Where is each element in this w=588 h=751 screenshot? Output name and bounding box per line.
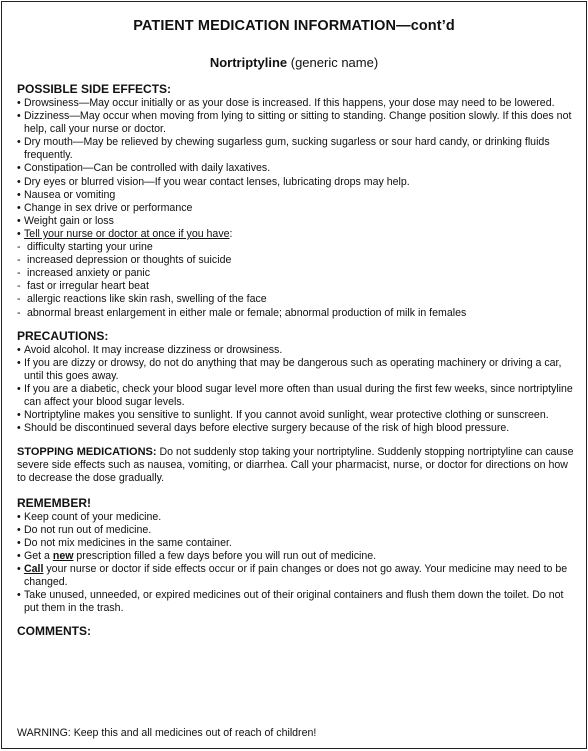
list-item: • Nausea or vomiting (17, 188, 116, 201)
list-item: • Keep count of your medicine. (17, 510, 162, 523)
precautions-list (17, 344, 576, 436)
list-item: • Dizziness—May occur when moving from lying to sitting or sitting to standing. Change position slowly. If this does not help, call your nurse or doctor. (17, 110, 572, 136)
sub-list-item: - increased depression or thoughts of suicide (17, 254, 232, 267)
list-item: • Do not run out of medicine. (17, 523, 152, 536)
page-title: PATIENT MEDICATION INFORMATION—cont’d (133, 18, 455, 34)
list-item: • Should be discontinued several days before elective surgery because of the risk of high blood pressure. (17, 422, 510, 435)
list-item: • Dry eyes or blurred vision—If you wear contact lenses, lubricating drops may help. (17, 175, 410, 188)
side-effects-list (17, 97, 576, 320)
side-effects-heading: POSSIBLE SIDE EFFECTS: (17, 82, 172, 96)
list-item: • If you are a diabetic, check your blood sugar level more often than usual during the first few weeks, since nortriptyline can affect your blood sugar levels. (17, 382, 573, 408)
list-item: • If you are dizzy or drowsy, do not do anything that may be dangerous such as operating machinery or driving a car, until this goes away. (17, 356, 562, 382)
precautions-heading: PRECAUTIONS: (17, 328, 109, 343)
remember-list (17, 511, 576, 616)
tell-doctor-item: • Tell your nurse or doctor at once if you have: (17, 227, 233, 240)
generic-name-label: (generic name) (287, 55, 379, 70)
list-item: • Drowsiness—May occur initially or as your dose is increased. If this happens, your dose may need to be lowered. (17, 97, 555, 109)
list-item: • Take unused, unneeded, or expired medicines out of their original containers and flush them down the toilet. Do not put them in the trash. (17, 589, 564, 615)
remember-heading: REMEMBER! (17, 495, 91, 510)
stopping-label: STOPPING MEDICATIONS: (17, 446, 157, 459)
sub-list-item: - abnormal breast enlargement in either male or female; abnormal production of milk in females (17, 306, 467, 319)
list-item: • Change in sex drive or performance (17, 201, 193, 214)
list-item: • Avoid alcohol. It may increase dizziness or drowsiness. (17, 343, 283, 356)
list-item: • Call your nurse or doctor if side effects occur or if pain changes or does not go away. Your medicine may need to be changed. (17, 562, 568, 588)
list-item: • Weight gain or loss (17, 214, 114, 227)
content-body (17, 82, 576, 639)
comments-heading: COMMENTS: (17, 624, 91, 639)
drug-name: Nortriptyline (209, 55, 288, 70)
medication-info-page (1, 1, 587, 749)
list-item: • Nortriptyline makes you sensitive to sunlight. If you cannot avoid sunlight, wear protective clothing or sunscreen. (17, 409, 549, 422)
sub-list-item: - difficulty starting your urine (17, 241, 153, 254)
sub-list-item: - allergic reactions like skin rash, swelling of the face (17, 293, 267, 306)
list-item: • Constipation—Can be controlled with daily laxatives. (17, 162, 271, 175)
stopping-medications-paragraph: STOPPING MEDICATIONS: Do not suddenly stop taking your nortriptyline. Suddenly stopping nortriptyline can cause severe side effects such as nausea, vomiting, or diarrhea. Call your pharmacist, nurse, or doctor for directions on how to decrease the dose gradually. (17, 446, 574, 485)
list-item: • Get a new prescription filled a few days before you will run out of medicine. (17, 549, 377, 562)
list-item: • Dry mouth—May be relieved by chewing sugarless gum, sucking sugarless or sour hard candy, or drinking fluids frequently. (17, 136, 550, 162)
drug-name-line (2, 55, 586, 70)
sub-list-item: - fast or irregular heart beat (17, 280, 149, 293)
list-item: • Do not mix medicines in the same container. (17, 536, 232, 549)
sub-list-item: - increased anxiety or panic (17, 267, 151, 280)
warning-text: WARNING: Keep this and all medicines out of reach of children! (17, 727, 317, 739)
